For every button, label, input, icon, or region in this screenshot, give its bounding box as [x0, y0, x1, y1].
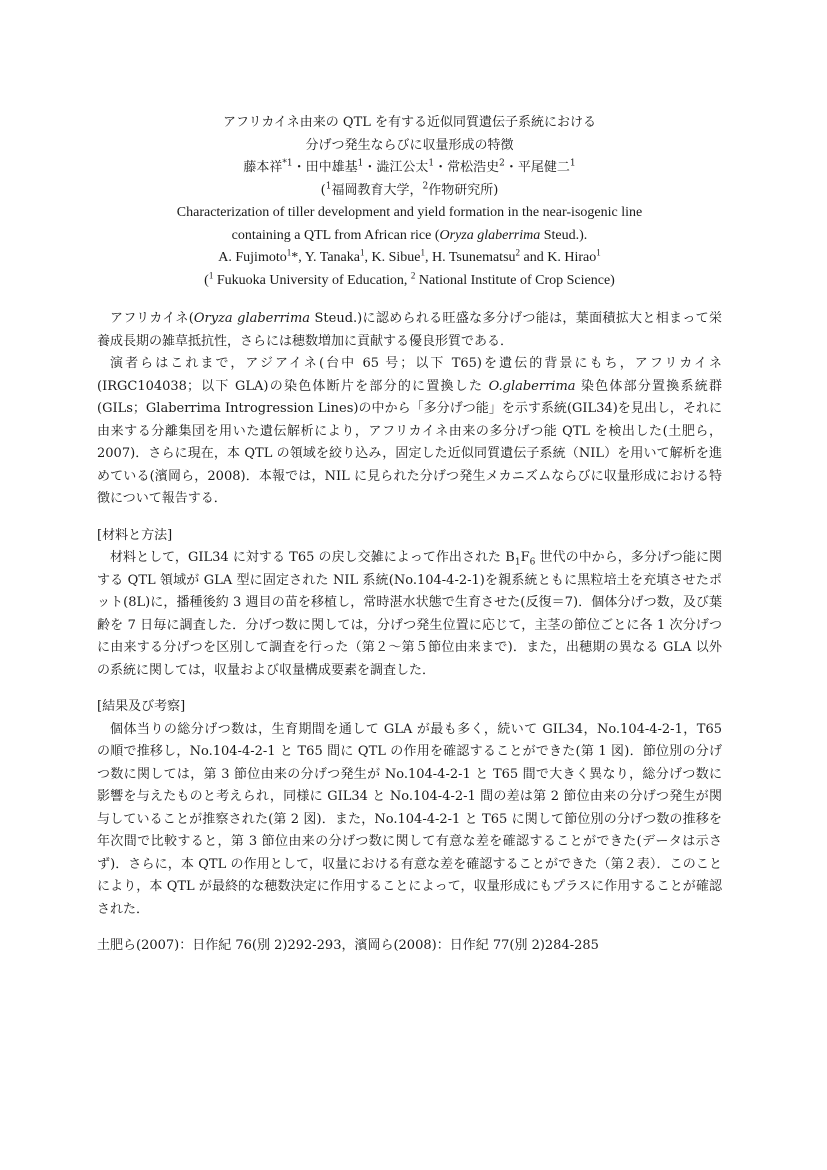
- author-en-1-mark: 1: [286, 247, 292, 258]
- author-ja-4: ・常松浩史: [434, 160, 500, 175]
- intro-p2-pre: 演者らはこれまで，アジアイネ(台中 65 号；以下 T65)を遺伝的背景にもち，アフリカイネ(IRGC104038；以下 GLA)の染色体断片を部分的に置換した: [97, 356, 722, 394]
- paper-page: [97, 112, 722, 958]
- affil-ja-mark-2: 2: [422, 181, 429, 192]
- results-heading: [結果及び考察]: [97, 699, 186, 714]
- author-ja-1-mark: *1: [282, 158, 293, 169]
- affil-ja-2: 作物研究所): [428, 182, 499, 198]
- references: 土肥ら(2007)：日作紀 76(別 2)292-293，濱岡ら(2008)：日作紀 77(別 2)284-285: [97, 938, 599, 953]
- author-ja-2-mark: 1: [357, 158, 364, 169]
- intro-p1-species: Oryza glaberrima: [193, 311, 311, 326]
- author-en-2: , Y. Tanaka: [298, 250, 360, 265]
- author-en-5-mark: 1: [596, 247, 601, 258]
- affil-en-1: Fukuoka University of Education,: [213, 272, 411, 288]
- author-ja-3: ・澁江公太: [363, 160, 429, 175]
- author-ja-4-mark: 2: [499, 158, 505, 169]
- author-en-5: and K. Hirao: [520, 250, 597, 265]
- intro-p1-pre: アフリカイネ(: [110, 311, 194, 326]
- intro-p2-post: 染色体部分置換系統群(GILs；Glaberrima Introgression Lines)の中から「多分げつ能」を示す系統(GIL34)を見出し，それに由来する分離集団を用いた遺伝解析により，アフリカイネ由来の多分げつ能 QTL を検出した(土肥ら，2007)．さらに現在，本 QTL の領域を絞り込み，固定した近似同質遺伝子系統（NIL）を用いて解析を進めている(濱岡ら，2008)．本報では，NIL に見られた分げつ発生メカニズムならびに収量形成における特徴について報告する．: [97, 378, 722, 506]
- authors-ja: [97, 157, 722, 180]
- author-ja-5-mark: 1: [569, 158, 576, 169]
- title-en: [97, 202, 722, 247]
- results-paragraph: 個体当りの総分げつ数は，生育期間を通して GLA が最も多く，続いて GIL34，No.104-4-2-1，T65 の順で推移し，No.104-4-2-1 と T65 間に QTL の作用を確認することができた(第 1 図)．節位別の分げつ数に関しては，第 3 節位由来の分げつ発生が No.104-4-2-1 と T65 間で大きく異なり，総分げつ数に影響を与えたものと考えられ，同様に GIL34 と No.104-4-2-1 間の差は第 2 節位由来の分げつ発生が関与していることが推察された(第 2 図)．また，No.104-4-2-1 と T65 に関して節位別の分げつ数の推移を年次間で比較すると，第 3 節位由来の分げつ数に関して有意な差を確認することができた(データは示さず)．さらに，本 QTL の作用として，収量における有意な差を確認することができた（第２表）．このことにより，本 QTL が最終的な穂数決定に作用することによって，収量形成にもプラスに作用することが確認された．: [97, 721, 722, 917]
- affil-ja-open: (: [320, 182, 326, 198]
- affil-en-mark-1: 1: [208, 269, 214, 280]
- author-en-4: , H. Tsunematsu: [424, 250, 516, 265]
- affil-ja-mark-1: 1: [325, 181, 332, 192]
- author-en-3: , K. Sibue: [364, 250, 421, 265]
- affil-en-open: (: [204, 272, 209, 288]
- intro-p1-post: Steud.)に認められる旺盛な多分げつ能は，葉面積拡大と相まって栄養成長期の雑草抵抗性，さらには穂数増加に貢献する優良形質である．: [97, 311, 723, 349]
- methods-section: [97, 525, 722, 683]
- author-en-4-mark: 2: [515, 247, 521, 258]
- methods-p-post: 世代の中から，多分げつ能に関する QTL 領域が GLA 型に固定された NIL 系統(No.104-4-2-1)を親系統ともに黒粒培土を充填させたポット(8L)に，播種後約 3 週目の苗を移植し，常時湛水状態で生育させた(反復＝7)．個体分げつ数，及び葉齢を 7 日毎に調査した．分げつ数に関しては，分げつ発生位置に応じて，主茎の節位ごとに各 1 次分げつに由来する分げつを区別して調査を行った（第２～第５節位由来まで)．また，出穂期の異なる GLA 以外の系統に関しては，収量および収量構成要素を調査した．: [97, 550, 723, 678]
- title-en-line2: [97, 225, 722, 248]
- author-en-3-mark: 1: [420, 247, 425, 258]
- author-ja-1: 藤本祥: [243, 160, 283, 175]
- methods-p-mid: F: [520, 550, 530, 565]
- methods-p-pre: 材料として，GIL34 に対する T65 の戻し交雑によって作出された B: [110, 550, 515, 565]
- author-ja-3-mark: 1: [428, 158, 435, 169]
- title-en-species: Oryza glaberrima: [439, 227, 541, 243]
- title-en-line2-post: Steud.).: [540, 227, 588, 243]
- introduction: [97, 308, 722, 511]
- affiliation-ja: [97, 180, 722, 203]
- title-ja-line1: アフリカイネ由来の QTL を有する近似同質遺伝子系統における: [222, 115, 597, 130]
- author-ja-2: ・田中雄基: [292, 160, 358, 175]
- authors-en: [97, 247, 722, 270]
- title-ja-line2: 分げつ発生ならびに収量形成の特徴: [305, 137, 514, 153]
- affil-ja-1: 福岡教育大学，: [331, 182, 423, 198]
- title-en-line1: Characterization of tiller development and yield formation in the near-isogenic line: [176, 205, 643, 220]
- author-ja-5: ・平尾健二: [504, 160, 570, 175]
- author-en-2-mark: 1: [359, 247, 365, 258]
- methods-heading: [材料と方法]: [97, 527, 173, 543]
- affil-en-2: National Institute of Crop Science): [415, 272, 615, 288]
- intro-paragraph-1: [97, 308, 722, 353]
- affil-en-mark-2: 2: [410, 269, 416, 280]
- author-en-1: A. Fujimoto: [218, 250, 287, 265]
- methods-sub-2: 6: [529, 557, 536, 568]
- affiliation-en: [97, 270, 722, 293]
- results-section: [97, 696, 722, 921]
- author-en-1-star: *: [291, 250, 299, 265]
- title-en-line2-pre: containing a QTL from African rice (: [231, 227, 440, 243]
- methods-paragraph: [97, 547, 722, 682]
- title-ja: [97, 112, 722, 157]
- methods-sub-1: 1: [514, 557, 521, 568]
- intro-paragraph-2: [97, 353, 722, 511]
- intro-p2-species: O.glaberrima: [488, 378, 576, 394]
